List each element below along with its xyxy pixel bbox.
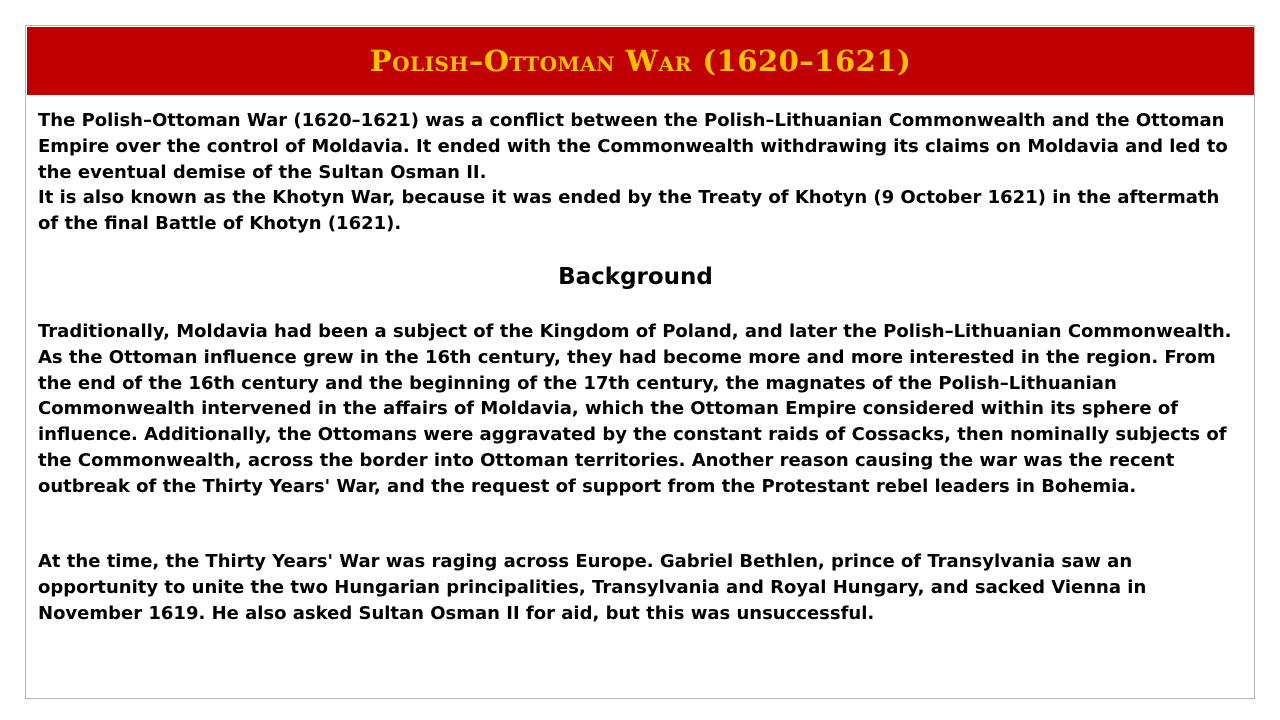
slide-title: Polish–Ottoman War (1620–1621) xyxy=(369,44,912,78)
intro-paragraph-1: The Polish–Ottoman War (1620–1621) was a conflict between the Polish–Lithuanian Commonwealth and the Ottoman Empire over the control of Moldavia. It ended with the Commonwealth withdrawing its claims on Moldavia and led to the eventual demise of the Sultan Osman II. xyxy=(38,110,1228,183)
intro-text xyxy=(38,108,1243,237)
background-paragraph-1: Traditionally, Moldavia had been a subject of the Kingdom of Poland, and later the Polish–Lithuanian Commonwealth. As the Ottoman influence grew in the 16th century, they had become more and more interested in the region. From the end of the 16th century and the beginning of the 17th century, the magnates of the Polish–Lithuanian Commonwealth intervened in the affairs of Moldavia, which the Ottoman Empire considered within its sphere of influence. Additionally, the Ottomans were aggravated by the constant raids of Cossacks, then nominally subjects of the Commonwealth, across the border into Ottoman territories. Another reason causing the war was the recent outbreak of the Thirty Years' War, and the request of support from the Protestant rebel leaders in Bohemia. xyxy=(38,321,1232,497)
intro-paragraph-2: It is also known as the Khotyn War, because it was ended by the Treaty of Khotyn (9 October 1621) in the aftermath of the final Battle of Khotyn (1621). xyxy=(38,187,1220,235)
background-paragraph-2: At the time, the Thirty Years' War was raging across Europe. Gabriel Bethlen, prince of Transylvania saw an opportunity to unite the two Hungarian principalities, Transylvania and Royal Hungary, and sacked Vienna in November 1619. He also asked Sultan Osman II for aid, but this was unsuccessful. xyxy=(38,551,1147,624)
background-heading: Background xyxy=(558,264,713,290)
title-bar xyxy=(27,27,1254,95)
